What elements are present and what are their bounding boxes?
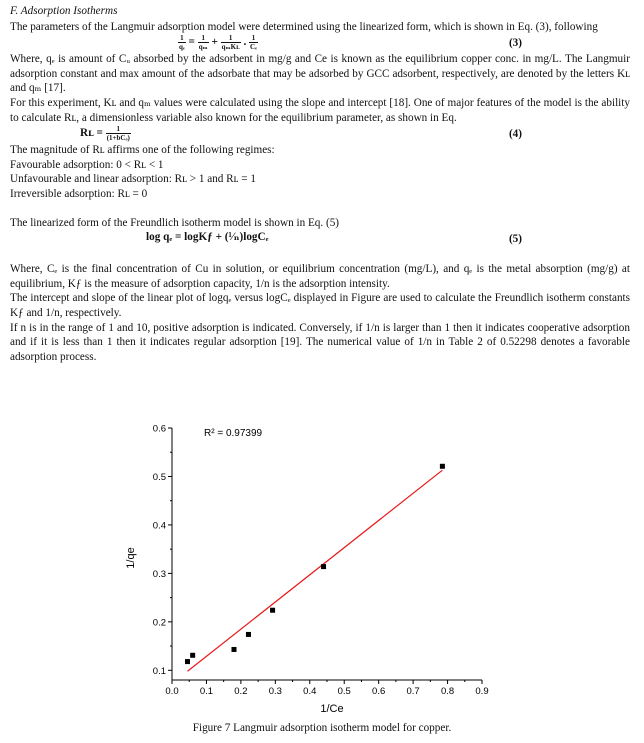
y-tick-label: 0.3 (152, 568, 166, 580)
x-axis-label: 1/Ce (320, 703, 344, 715)
data-point (321, 564, 326, 569)
r-squared-annotation: R² = 0.97399 (204, 428, 263, 439)
x-tick-label: 0.5 (337, 686, 351, 697)
paragraph-langmuir-where: Where, qₑ is amount of Cᵤ absorbed by the adsorbent in mg/g and Ce is known as the equilibrium copper conc. in mg/L. The Langmuir adsorption constant and max amount of the adsorbate that may be adsorbed by GCC adsorbent, respectively, are denoted by the letters Kʟ and qₘ [17]. (10, 53, 630, 95)
data-point (246, 632, 251, 637)
data-point (270, 608, 275, 613)
equation-5-number: (5) (508, 233, 522, 246)
x-tick-label: 0.2 (234, 686, 248, 697)
paragraph-rl-intro: For this experiment, Kʟ and qₘ values were calculated using the slope and intercept [18]. One of major features of the model is the ability to calculate Rʟ, a dimensionless variable also known for the equilibrium parameter, as shown in Eq. (10, 96, 630, 124)
figure-caption: Figure 7 Langmuir adsorption isotherm model for copper. (192, 722, 452, 734)
regime-line-0: The magnitude of Rʟ affirms one of the following regimes: (10, 144, 275, 157)
equation-5: log qₑ = logKƒ + (¹⁄ₙ)logCₑ (5) (146, 231, 522, 246)
y-tick-label: 0.4 (152, 520, 166, 532)
data-point (185, 659, 190, 664)
y-tick-label: 0.6 (152, 423, 166, 435)
langmuir-chart-svg (120, 418, 500, 718)
y-tick-label: 0.2 (152, 617, 166, 629)
equation-3: $\frac{1}{\text{qₑ}}$ = $\frac{1}{\text{qₘ}}$ + $\frac{1}{\text{qₘKʟ}}$ . $\frac{1}{\text{Cₑ}}$ (3) (179, 34, 522, 52)
x-tick-label: 0.1 (199, 686, 214, 697)
equation-4-number: (4) (508, 128, 522, 141)
data-point (232, 647, 237, 652)
document-page (10, 4, 630, 364)
y-tick-label: 0.1 (152, 665, 166, 677)
paragraph-freundlich-intro: The linearized form of the Freundlich isotherm model is shown in Eq. (5) (10, 216, 340, 229)
y-axis-label: 1/qe (125, 547, 137, 569)
regime-line-1: Favourable adsorption: 0 < Rʟ < 1 (10, 158, 164, 171)
y-tick-label: 0.5 (152, 471, 166, 483)
linear-fit-line (188, 470, 443, 671)
section-heading: F. Adsorption Isotherms (10, 5, 118, 17)
paragraph-langmuir-intro: The parameters of the Langmuir adsorption model were determined using the linearized form, which is shown in Eq. (3), following (10, 20, 598, 33)
x-tick-label: 0.6 (372, 686, 386, 697)
regime-line-3: Irreversible adsorption: Rʟ = 0 (10, 187, 148, 200)
langmuir-chart (120, 418, 500, 718)
paragraph-freundlich-constants: The intercept and slope of the linear plot of logqₑ versus logCₑ displayed in Figure are used to calculate the Freundlich isotherm constants Kƒ and 1/n, respectively. (10, 292, 630, 319)
x-tick-label: 0.0 (165, 686, 179, 697)
equation-3-number: (3) (508, 37, 522, 50)
x-tick-label: 0.4 (303, 686, 317, 697)
data-point (440, 464, 445, 469)
x-tick-label: 0.3 (268, 686, 282, 697)
data-point (190, 653, 195, 658)
equation-4: Rʟ = $\frac{1}{\text{(1+bCₒ)}}$ (4) (80, 125, 522, 143)
paragraph-freundlich-where: Where, Cₑ is the final concentration of Cu in solution, or equilibrium concentration (mg/L), and qₑ is the metal absorption (mg/g) at equilibrium, Kƒ is the measure of adsorption capacity, 1/n is the adsorption intensity. (10, 263, 630, 290)
x-tick-label: 0.8 (440, 686, 455, 697)
x-tick-label: 0.9 (475, 686, 489, 697)
paragraph-adsorption-interpretation: If n is in the range of 1 and 10, positive adsorption is indicated. Conversely, if 1/n is larger than 1 then it indicates cooperative adsorption and if it is less than 1 then it indicates regular adsorption [19]. The numerical value of 1/n in Table 2 of 0.52298 denotes a favorable adsorption process. (10, 321, 630, 363)
x-tick-label: 0.7 (406, 686, 420, 697)
regime-line-2: Unfavourable and linear adsorption: Rʟ > 1 and Rʟ = 1 (10, 173, 256, 186)
